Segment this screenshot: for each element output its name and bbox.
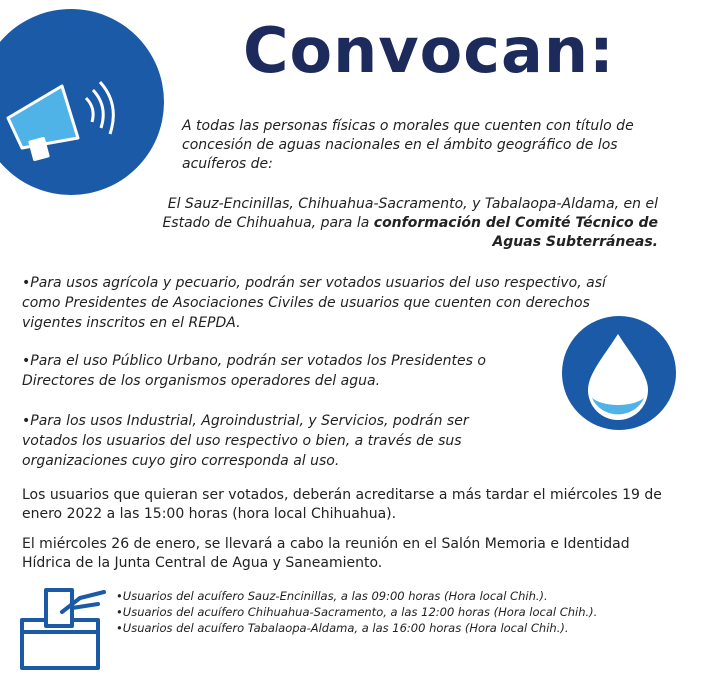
bullet-urban: •Para el uso Público Urbano, podrán ser votados los Presidentes o Directores de los organismos operadores del agua. bbox=[22, 353, 486, 389]
page-title: Convocan: bbox=[243, 14, 615, 87]
schedule-item: •Usuarios del acuífero Chihuahua-Sacramento, a las 12:00 horas (Hora local Chih.). bbox=[116, 605, 598, 619]
aquifers-plain: El Sauz-Encinillas, Chihuahua-Sacramento, y Tabalaopa-Aldama, en el Estado de Chihuahua, para la bbox=[162, 196, 658, 231]
bullet-agricultural: •Para usos agrícola y pecuario, podrán ser votados usuarios del uso respectivo, así como Presidentes de Asociaciones Civiles de usuarios que cuenten con derechos vigentes inscritos en el REPDA. bbox=[22, 275, 606, 331]
meeting-text: El miércoles 26 de enero, se llevará a cabo la reunión en el Salón Memoria e Identidad Hídrica de la Junta Central de Agua y Saneamiento. bbox=[22, 536, 630, 571]
ballot-box-icon bbox=[18, 582, 114, 672]
bullet-industrial: •Para los usos Industrial, Agroindustrial, y Servicios, podrán ser votados los usuarios del uso respectivo o bien, a través de sus organizaciones cuyo giro corresponda al uso. bbox=[22, 413, 469, 469]
aquifers-text bbox=[128, 195, 658, 252]
schedule-item: •Usuarios del acuífero Tabalaopa-Aldama, a las 16:00 horas (Hora local Chih.). bbox=[116, 621, 569, 635]
aquifers-bold: conformación del Comité Técnico de Aguas Subterráneas. bbox=[373, 215, 658, 250]
schedule-list bbox=[116, 588, 676, 636]
registration-text: Los usuarios que quieran ser votados, deberán acreditarse a más tardar el miércoles 19 de enero 2022 a las 15:00 horas (hora local Chihuahua). bbox=[22, 487, 662, 522]
intro-text: A todas las personas físicas o morales que cuenten con título de concesión de aguas nacionales en el ámbito geográfico de los acuíferos de: bbox=[182, 118, 634, 172]
schedule-item: •Usuarios del acuífero Sauz-Encinillas, a las 09:00 horas (Hora local Chih.). bbox=[116, 589, 548, 603]
megaphone-icon bbox=[0, 68, 120, 168]
water-drop-icon bbox=[578, 330, 658, 422]
